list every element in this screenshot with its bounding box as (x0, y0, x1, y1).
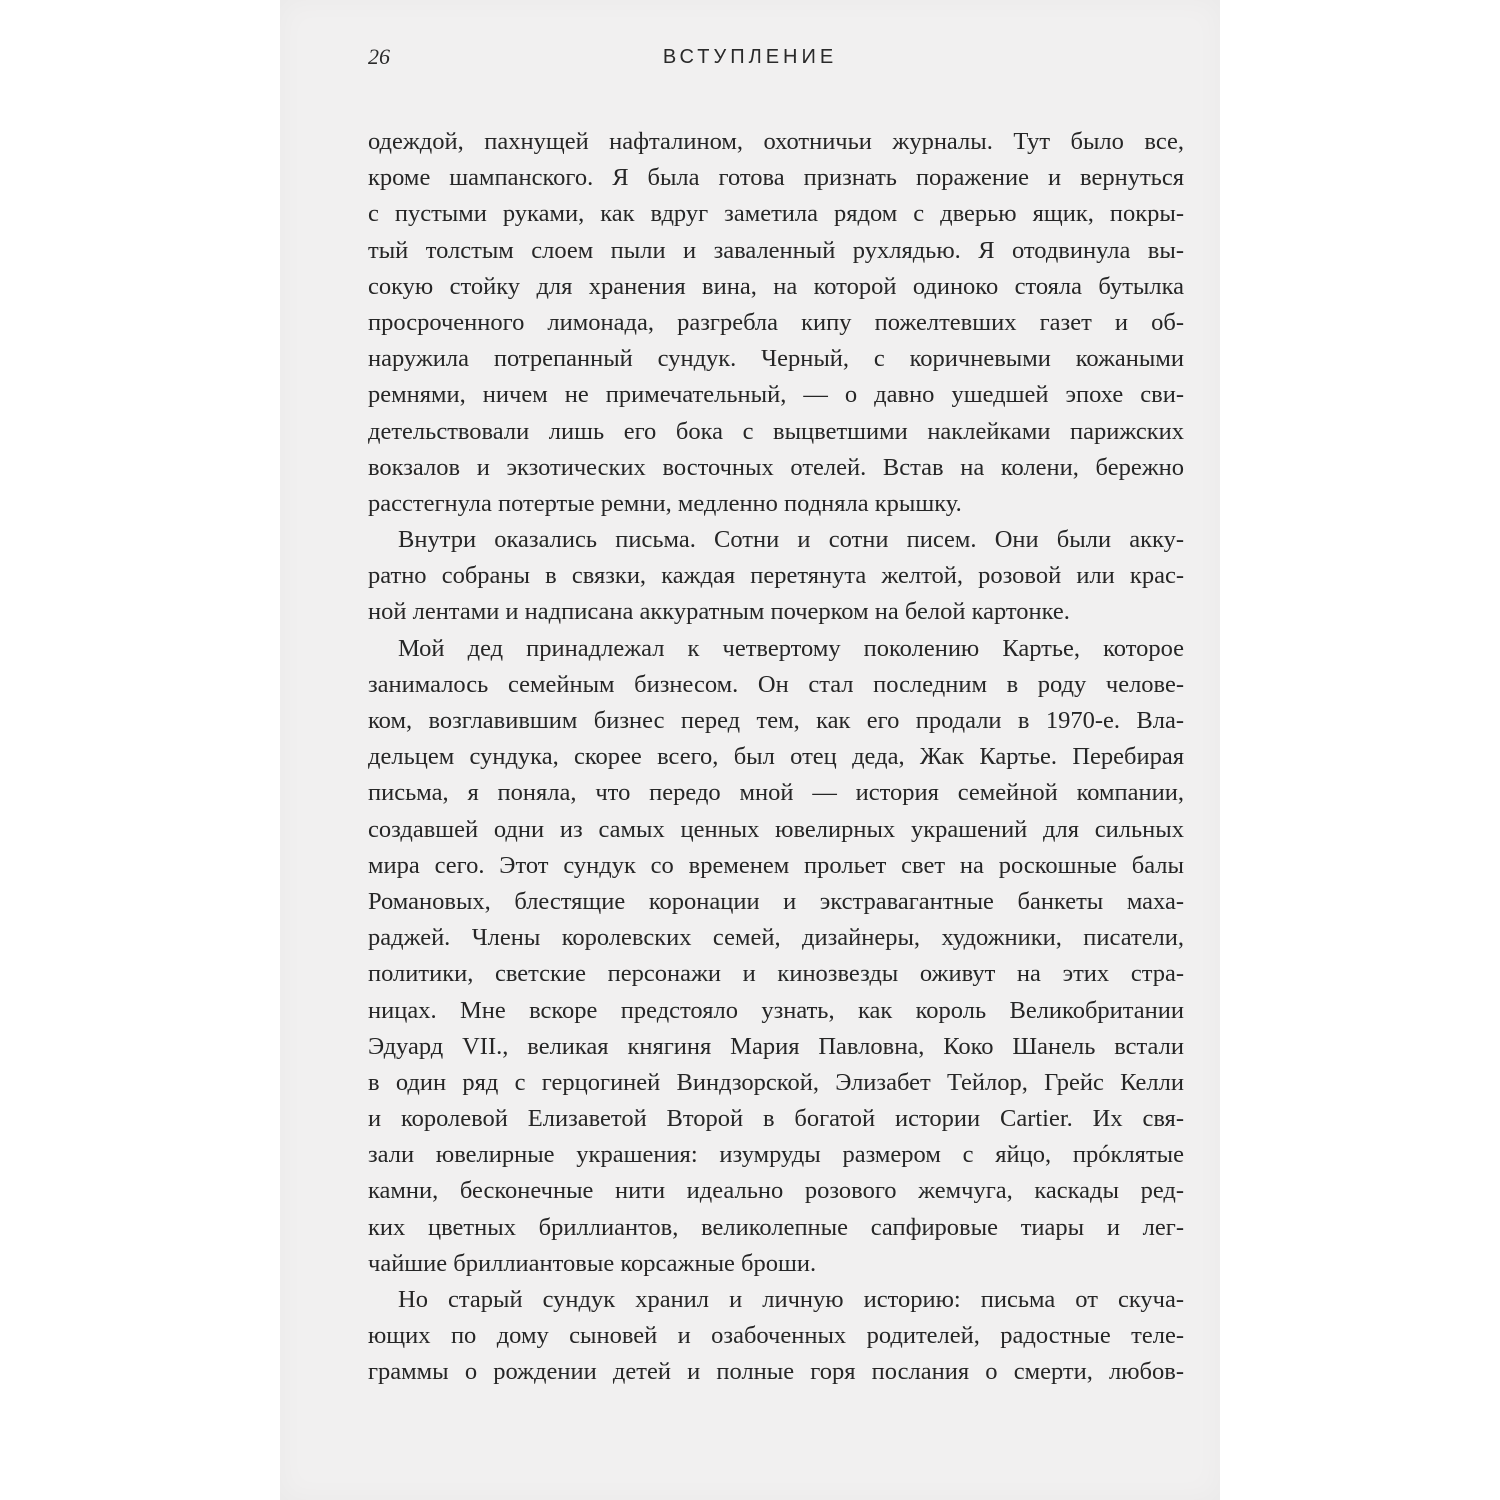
text-line: раджей. Члены королевских семей, дизайнеры, художники, писатели, (368, 924, 1184, 952)
text-line: вокзалов и экзотических восточных отелей. Встав на колени, бережно (368, 453, 1184, 481)
text-line: ратно собраны в связки, каждая перетянута желтой, розовой или крас- (368, 562, 1184, 590)
text-line: ной лентами и надписана аккуратным почерком на белой картонке. (368, 598, 1070, 626)
book-page (280, 0, 1220, 1500)
text-line: ющих по дому сыновей и озабоченных родителей, радостные теле- (368, 1322, 1184, 1350)
text-line: просроченного лимонада, разгребла кипу пожелтевших газет и об- (368, 308, 1184, 336)
text-line: ницах. Мне вскоре предстояло узнать, как король Великобритании (368, 996, 1184, 1024)
text-line: Романовых, блестящие коронации и экстравагантные банкеты маха- (368, 887, 1184, 915)
text-line: Мой дед принадлежал к четвертому поколению Картье, которое (398, 634, 1184, 662)
chapter-title: ВСТУПЛЕНИЕ (662, 46, 838, 68)
running-head (280, 44, 1220, 84)
text-line: письма, я поняла, что передо мной — история семейной компании, (368, 779, 1184, 807)
text-line: камни, бесконечные нити идеально розового жемчуга, каскады ред- (368, 1177, 1184, 1205)
text-line: Внутри оказались письма. Сотни и сотни писем. Они были акку- (398, 526, 1184, 554)
text-line: политики, светские персонажи и кинозвезды оживут на этих стра- (368, 960, 1184, 988)
text-line: тый толстым слоем пыли и заваленный рухлядью. Я отодвинула вы- (368, 236, 1184, 264)
text-line: наружила потрепанный сундук. Черный, с коричневыми кожаными (368, 345, 1184, 373)
text-line: граммы о рождении детей и полные горя послания о смерти, любов- (368, 1358, 1184, 1386)
text-line: занималось семейным бизнесом. Он стал последним в роду челове- (368, 670, 1184, 698)
text-line: ком, возглавившим бизнес перед тем, как его продали в 1970-е. Вла- (368, 707, 1184, 734)
text-line: ремнями, ничем не примечательный, — о давно ушедшей эпохе сви- (368, 381, 1184, 409)
text-line: чайшие бриллиантовые корсажные броши. (368, 1249, 817, 1277)
text-line: создавшей одни из самых ценных ювелирных украшений для сильных (368, 815, 1184, 843)
text-line: и королевой Елизаветой Второй в богатой истории Cartier. Их свя- (368, 1105, 1184, 1133)
text-line: сокую стойку для хранения вина, на которой одиноко стояла бутылка (368, 272, 1184, 300)
text-line: дельцем сундука, скорее всего, был отец деда, Жак Картье. Перебирая (368, 743, 1184, 771)
text-line: детельствовали лишь его бока с выцветшими наклейками парижских (368, 417, 1184, 445)
page-number: 26 (368, 44, 390, 69)
text-line: с пустыми руками, как вдруг заметила рядом с дверью ящик, покры- (368, 200, 1184, 228)
body-text (368, 124, 1184, 1391)
text-line: Но старый сундук хранил и личную историю: письма от скуча- (398, 1286, 1184, 1313)
text-line: мира сего. Этот сундук со временем прольет свет на роскошные балы (368, 851, 1184, 879)
text-line: зали ювелирные украшения: изумруды размером с яйцо, прóклятые (368, 1141, 1184, 1169)
text-line: кроме шампанского. Я была готова признать поражение и вернуться (368, 164, 1184, 192)
text-line: расстегнула потертые ремни, медленно подняла крышку. (368, 489, 962, 517)
text-line: одеждой, пахнущей нафталином, охотничьи журналы. Тут было все, (368, 128, 1184, 155)
text-line: в один ряд с герцогиней Виндзорской, Элизабет Тейлор, Грейс Келли (368, 1068, 1184, 1096)
text-line: Эдуард VII., великая княгиня Мария Павловна, Коко Шанель встали (368, 1032, 1184, 1060)
text-line: ких цветных бриллиантов, великолепные сапфировые тиары и лег- (368, 1213, 1184, 1241)
